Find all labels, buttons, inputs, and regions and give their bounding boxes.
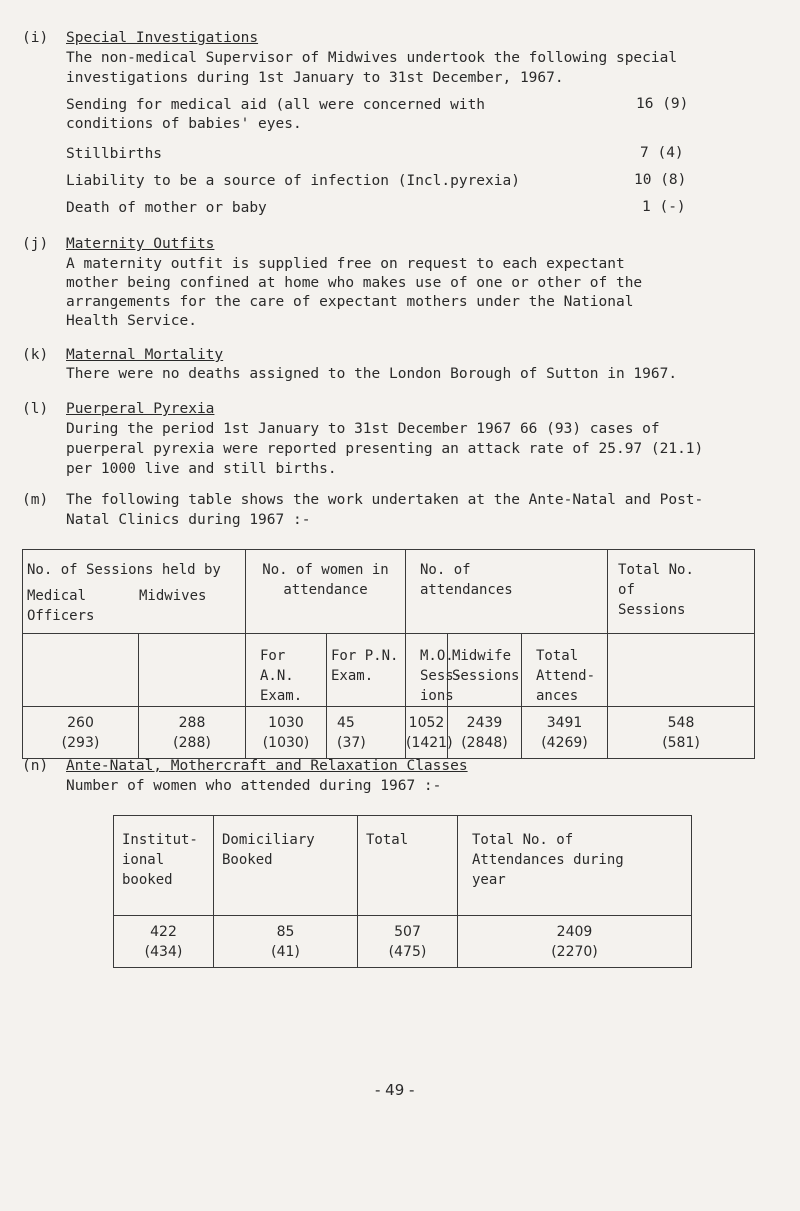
table-header: booked xyxy=(122,872,173,888)
table-header: Sessions xyxy=(618,602,686,618)
section-l-heading: Puerperal Pyrexia xyxy=(66,401,215,417)
table-cell: 260 xyxy=(67,715,94,731)
table-cell: 422 xyxy=(150,924,177,940)
section-j-heading: Maternity Outfits xyxy=(66,236,215,252)
section-i-intro: investigations during 1st January to 31st December, 1967. xyxy=(66,70,564,86)
table-cell-prev: (2848) xyxy=(461,735,508,751)
table-header: No. of xyxy=(420,562,471,578)
section-l-line: per 1000 live and still births. xyxy=(66,461,337,477)
table-cell: 2439 xyxy=(466,715,503,731)
table-header: Midwives xyxy=(139,588,207,604)
section-j-line: Health Service. xyxy=(66,313,197,329)
table-header: Attendances during xyxy=(472,852,624,868)
table-header: ional xyxy=(122,852,165,868)
section-l-line: During the period 1st January to 31st December 1967 66 (93) cases of xyxy=(66,421,660,437)
investigation-item-label: Stillbirths xyxy=(66,146,163,162)
investigation-item-value: 7 (4) xyxy=(640,145,684,161)
table-cell: 288 xyxy=(178,715,206,731)
clinic-sessions-table xyxy=(22,549,755,759)
table-header: attendances xyxy=(420,582,513,598)
table-cell-prev: (41) xyxy=(271,944,300,960)
table-cell-prev: (475) xyxy=(388,944,427,960)
table-header: Domiciliary xyxy=(222,832,315,848)
table-header: year xyxy=(472,872,506,888)
table-cell-prev: (581) xyxy=(662,735,700,751)
section-j-label: (j) xyxy=(22,236,49,252)
section-k-label: (k) xyxy=(22,347,49,363)
table-header: Total No. of xyxy=(472,832,574,848)
table-cell: 548 xyxy=(667,715,695,731)
table-subheader: ions xyxy=(420,688,454,704)
table-cell: 85 xyxy=(276,924,295,940)
section-i-intro: The non-medical Supervisor of Midwives undertook the following special xyxy=(66,50,678,66)
investigation-item-value: 1 (-) xyxy=(642,199,686,215)
table-subheader: M.O. xyxy=(420,648,454,664)
table-header: No. of women in xyxy=(262,562,389,578)
page-number: - 49 - xyxy=(375,1081,415,1099)
table-cell: 3491 xyxy=(546,715,583,731)
section-m-label: (m) xyxy=(22,492,49,508)
table-subheader: Exam. xyxy=(260,688,303,704)
table-header: Officers xyxy=(27,608,95,624)
table-header: Booked xyxy=(222,852,273,868)
table-row xyxy=(23,707,755,759)
section-n-label: (n) xyxy=(22,758,49,774)
table-cell: 1030 xyxy=(268,715,304,731)
section-k-heading: Maternal Mortality xyxy=(66,347,224,363)
table-subheader: Sessions xyxy=(452,668,520,684)
table-subheader: ances xyxy=(536,688,579,704)
table-subheader: Exam. xyxy=(331,668,374,684)
table-subheader: For A.N. xyxy=(260,648,294,684)
section-l-label: (l) xyxy=(22,401,49,417)
table-header: attendance xyxy=(283,582,368,598)
table-cell-prev: (2270) xyxy=(551,944,598,960)
section-j-line: mother being confined at home who makes use of one or other of the xyxy=(66,275,643,291)
section-m-line: Natal Clinics during 1967 :- xyxy=(66,512,311,528)
table-subheader: Sess- xyxy=(420,668,463,684)
table-cell: 45 xyxy=(337,715,355,731)
table-header: Total xyxy=(366,832,409,848)
table-header: Institut- xyxy=(122,832,198,848)
table-subheader: Attend- xyxy=(536,668,596,684)
table-cell: 1052 xyxy=(408,715,445,731)
classes-table xyxy=(113,815,692,968)
investigation-item-label: Death of mother or baby xyxy=(66,200,267,216)
table-header: Medical xyxy=(27,588,87,604)
table-cell-prev: (37) xyxy=(337,735,366,751)
section-j-line: arrangements for the care of expectant mothers under the National xyxy=(66,294,634,310)
investigation-item-value: 16 (9) xyxy=(636,96,689,112)
section-n-heading: Ante-Natal, Mothercraft and Relaxation Classes xyxy=(66,758,468,774)
table-subheader: Midwife xyxy=(452,648,512,664)
investigation-item-label: conditions of babies' eyes. xyxy=(66,116,302,132)
table-cell-prev: (1030) xyxy=(262,735,310,751)
table-header: Total No. xyxy=(618,562,694,578)
table-cell-prev: (434) xyxy=(144,944,183,960)
table-row xyxy=(114,916,692,968)
table-header: No. of Sessions held by xyxy=(27,562,221,578)
section-j-line: A maternity outfit is supplied free on request to each expectant xyxy=(66,256,625,272)
table-cell-prev: (288) xyxy=(173,735,211,751)
table-cell: 507 xyxy=(394,924,421,940)
investigation-item-label: Liability to be a source of infection (Incl.pyrexia) xyxy=(66,173,520,189)
section-l-line: puerperal pyrexia were reported presenting an attack rate of 25.97 (21.1) xyxy=(66,441,704,457)
section-n-line: Number of women who attended during 1967 :- xyxy=(66,778,442,794)
table-cell: 2409 xyxy=(556,924,593,940)
section-m-line: The following table shows the work undertaken at the Ante-Natal and Post- xyxy=(66,492,704,508)
table-cell-prev: (1421) xyxy=(406,735,453,751)
section-i-heading: Special Investigations xyxy=(66,30,259,46)
table-subheader: For P.N. xyxy=(331,648,399,664)
investigation-item-value: 10 (8) xyxy=(634,172,687,188)
table-cell-prev: (293) xyxy=(61,735,100,751)
table-cell-prev: (4269) xyxy=(541,735,588,751)
table-subheader: Total xyxy=(536,648,579,664)
section-i-label: (i) xyxy=(22,30,49,46)
investigation-item-label: Sending for medical aid (all were concerned with xyxy=(66,97,486,113)
table-header: of xyxy=(618,582,635,598)
section-k-line: There were no deaths assigned to the London Borough of Sutton in 1967. xyxy=(66,366,678,382)
